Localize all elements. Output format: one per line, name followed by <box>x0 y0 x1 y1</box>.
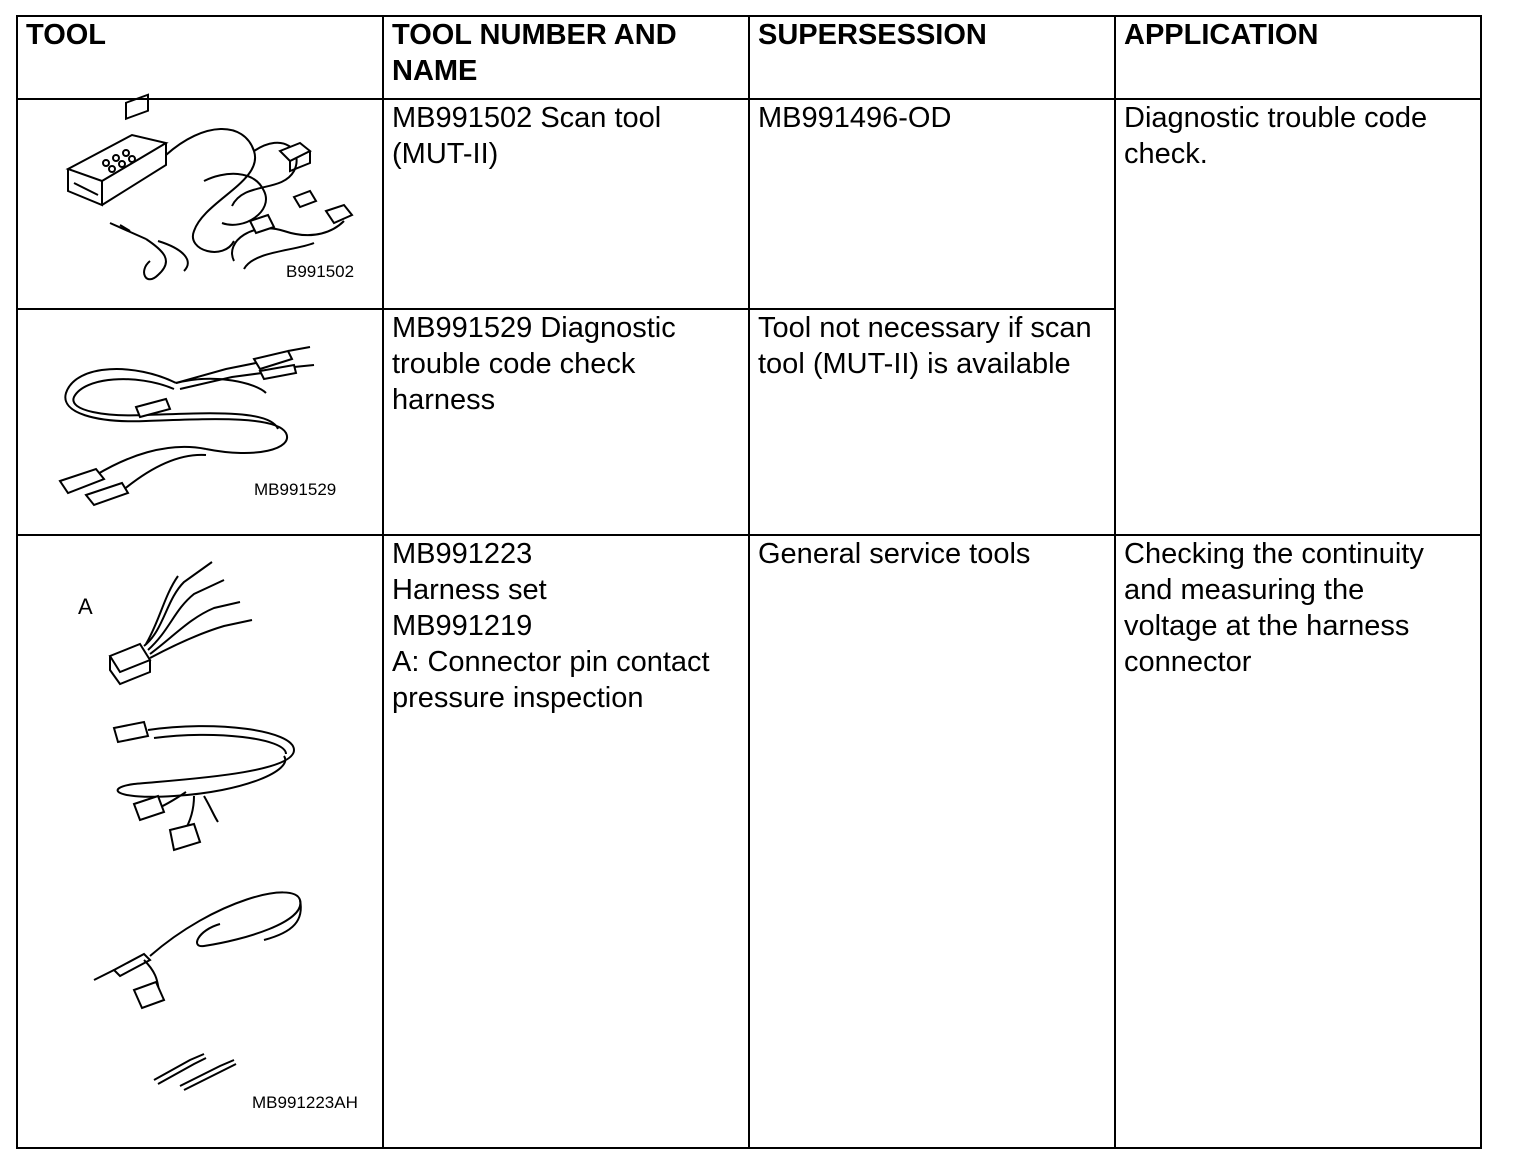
column-divider-3 <box>1114 15 1116 1149</box>
supersession: MB991496-OD <box>758 102 952 134</box>
supersession: Tool not necessary if scan tool (MUT-II) is available <box>758 312 1092 380</box>
application: Checking the continuity and measuring the voltage at the harness connector <box>1124 538 1424 678</box>
figure-label: MB991223AH <box>252 1093 358 1112</box>
table-border-right <box>1480 15 1482 1149</box>
check-harness-illustration <box>56 333 316 503</box>
figure-label: B991502 <box>286 262 355 281</box>
column-divider-1 <box>382 15 384 1149</box>
header-tool: TOOL <box>26 19 107 51</box>
scan-tool-mut-ii-illustration <box>54 111 354 286</box>
header-tool-number-and-name: TOOL NUMBER AND NAME <box>392 19 677 87</box>
tool-number-and-name: MB991502 Scan tool (MUT-II) <box>392 102 662 170</box>
callout-a: A <box>78 594 93 619</box>
table-border-bottom <box>16 1147 1482 1149</box>
table-border-left <box>16 15 18 1149</box>
column-divider-2 <box>748 15 750 1149</box>
special-tools-table <box>16 15 1482 1149</box>
application: Diagnostic trouble code check. <box>1124 102 1428 170</box>
header-supersession: SUPERSESSION <box>758 19 987 51</box>
tool-number-and-name: MB991223 Harness set MB991219 A: Connector pin contact pressure inspection <box>392 538 710 714</box>
figure-label: MB991529 <box>254 480 337 499</box>
tool-number-and-name: MB991529 Diagnostic trouble code check harness <box>392 312 676 416</box>
harness-set-illustration <box>94 560 324 1090</box>
header-application: APPLICATION <box>1124 19 1319 51</box>
supersession: General service tools <box>758 538 1031 570</box>
